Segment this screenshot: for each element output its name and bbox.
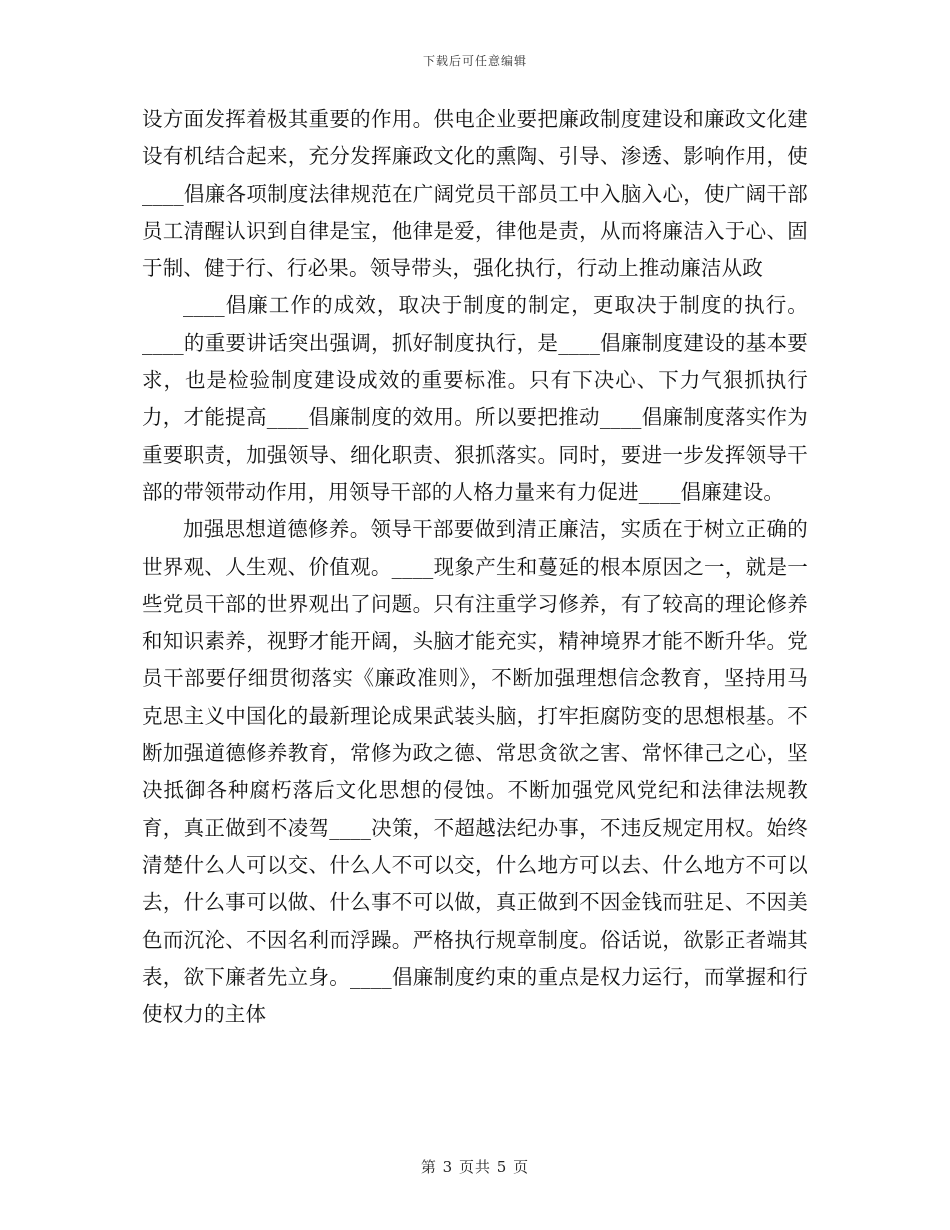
paragraph-2: ____倡廉工作的成效，取决于制度的制定，更取决于制度的执行。____的重要讲话突出强调，抓好制度执行，是____倡廉制度建设的基本要求，也是检验制度建设成效的重要标准。只有下决心、下力气狠抓执行力，才能提高____倡廉制度的效用。所以要把推动____倡廉制度落实作为重要职责，加强领导、细化职责、狠抓落实。同时，要进一步发挥领导干部的带领带动作用，用领导干部的人格力量来有力促进____倡廉建设。	[142, 293, 808, 504]
page-number: 第 3 页共 5 页	[420, 1158, 530, 1176]
page-header: 下载后可任意编辑	[422, 54, 527, 68]
paragraph-3: 加强思想道德修养。领导干部要做到清正廉洁，实质在于树立正确的世界观、人生观、价值观。____现象产生和蔓延的根本原因之一，就是一些党员干部的世界观出了问题。只有注重学习修养，有了较高的理论修养和知识素养，视野才能开阔，头脑才能充实，精神境界才能不断升华。党员干部要仔细贯彻落实《廉政准则》，不断加强理想信念教育，坚持用马克思主义中国化的最新理论成果武装头脑，打牢拒腐防变的思想根基。不断加强道德修养教育，常修为政之德、常思贪欲之害、常怀律己之心，坚决抵御各种腐朽落后文化思想的侵蚀。不断加强党风党纪和法律法规教育，真正做到不凌驾____决策，不超越法纪办事，不违反规定用权。始终清楚什么人可以交、什么人不可以交，什么地方可以去、什么地方不可以去，什么事可以做、什么事不可以做，真正做到不因金钱而驻足、不因美色而沉沦、不因名利而浮躁。严格执行规章制度。俗话说，欲影正者端其表，欲下廉者先立身。____倡廉制度约束的重点是权力运行，而掌握和行使权力的主体	[142, 517, 808, 1027]
paragraph-1: 设方面发挥着极其重要的作用。供电企业要把廉政制度建设和廉政文化建设有机结合起来，充分发挥廉政文化的熏陶、引导、渗透、影响作用，使____倡廉各项制度法律规范在广阔党员干部员工中入脑入心，使广阔干部员工清醒认识到自律是宝，他律是爱，律他是责，从而将廉洁入于心、固于制、健于行、行必果。领导带头，强化执行，行动上推动廉洁从政	[142, 107, 808, 281]
document-body	[142, 101, 808, 1033]
